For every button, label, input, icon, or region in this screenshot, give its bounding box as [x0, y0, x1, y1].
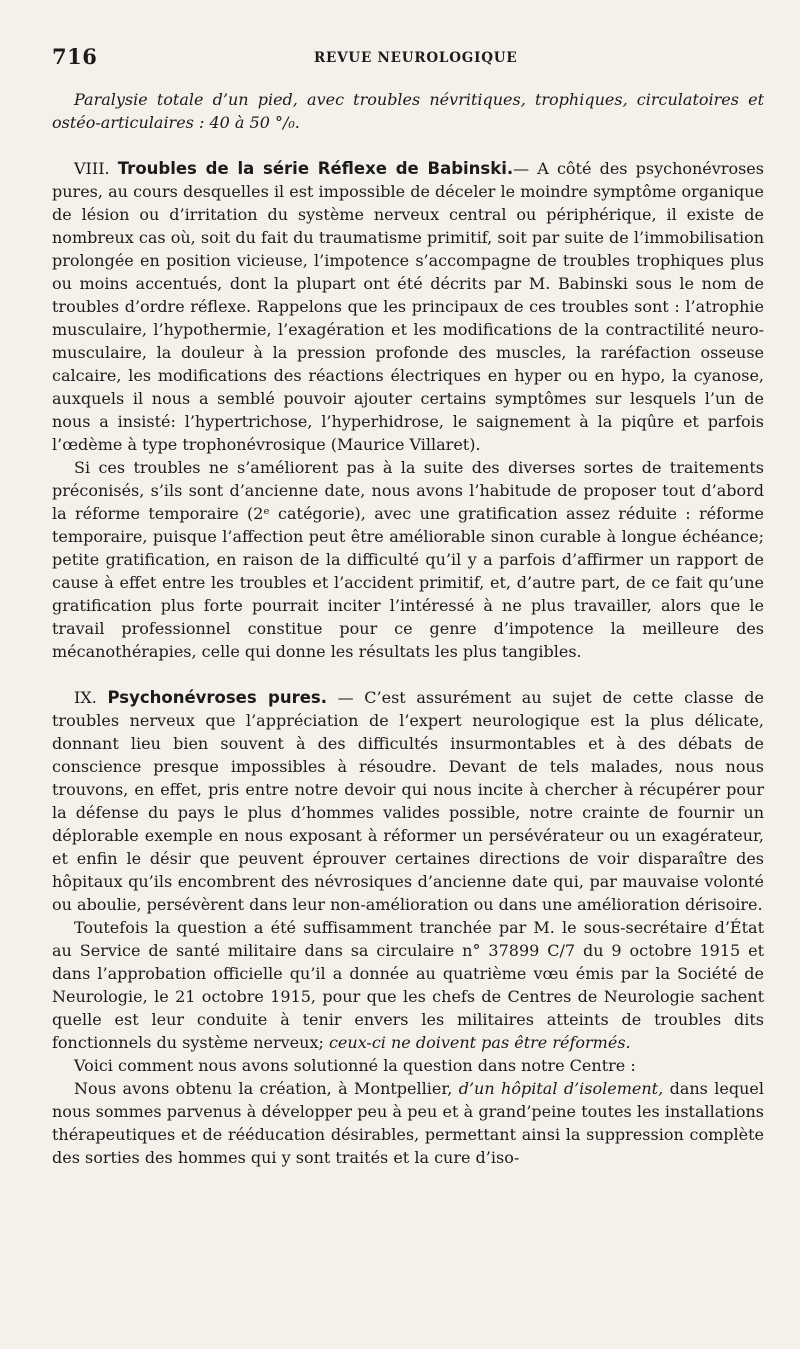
- circular-conclusion: ceux-ci ne doivent pas être réformés.: [328, 1033, 631, 1052]
- section-9-paragraph-3: Voici comment nous avons solutionné la question dans notre Centre :: [74, 1056, 636, 1075]
- circular-text: Toutefois la question a été suffisamment tranchée par M. le sous-secrétaire d’État au Service de santé militaire dans sa circulaire n° 37899 C/7 du 9 octobre 1915 et dans l’approbation officielle qu’il a donnée au quatrième vœu émis par la Société de Neurologie, le 21 octobre 1915, pour que les chefs de Centres de Neurologie sachent quelle est leur conduite à tenir envers les militaires atteints de troubles dits fonctionnels du système nerveux;: [52, 918, 764, 1052]
- section-9-paragraph: [52, 686, 764, 916]
- body-text: [52, 88, 764, 1169]
- section-9-paragraph-4: [52, 1077, 764, 1169]
- page-header: [52, 42, 764, 72]
- page-number: 716: [52, 44, 98, 69]
- section-8-title: Troubles de la série Réflexe de Babinski.: [117, 159, 514, 178]
- section-8-paragraph-2: Si ces troubles ne s’améliorent pas à la suite des diverses sortes de traitements préconisés, s’ils sont d’ancienne date, nous avons l’habitude de proposer tout d’abord la réforme temporaire (2ᵉ catégorie), avec une gratification assez réduite : réforme temporaire, puisque l’affection peut être améliorable sinon curable à longue échéance; petite gratification, en raison de la difficulté qu’il y a parfois d’affirmer un rapport de cause à effet entre les troubles et l’accident primitif, et, d’autre part, de ce fait qu’une gratification plus forte pourrait inciter l’intéressé à ne plus travailler, alors que le travail professionnel constitue pour ce genre d’impotence la meilleure des mécanothérapies, celle qui donne les résultats les plus tangibles.: [52, 458, 764, 661]
- hospital-text-b: dans lequel nous sommes parvenus à développer peu à peu et à grand’peine toutes les installations thérapeutiques et de rééducation désirables, permettant ainsi la suppression complète des sorties des hommes qui y sont traités et la cure d’iso-: [52, 1079, 765, 1167]
- section-9-paragraph-2: [52, 916, 764, 1054]
- section-8-paragraph: [52, 157, 764, 456]
- hospital-name: d’un hôpital d’isolement,: [458, 1079, 664, 1098]
- hospital-text-a: Nous avons obtenu la création, à Montpellier,: [74, 1079, 459, 1098]
- running-title: REVUE NEUROLOGIQUE: [314, 50, 518, 66]
- section-8-number: VIII.: [74, 159, 110, 178]
- section-9-number: IX.: [74, 688, 97, 707]
- section-9-text: — C’est assurément au sujet de cette classe de troubles nerveux que l’appréciation de l’expert neurologique est la plus délicate, donnant lieu bien souvent à des difficultés insurmontables et à des débats de conscience presque impossibles à résoudre. Devant de tels malades, nous nous trouvons, en effet, pris entre notre devoir qui nous incite à chercher à récupérer pour la défense du pays le plus d’hommes valides possible, notre crainte de fournir un déplorable exemple en nous exposant à réformer un persévérateur ou un exagérateur, et enfin le désir que peuvent éprouver certaines directions de voir disparaître des hôpitaux qu’ils encombrent des névrosiques d’ancienne date qui, par mauvaise volonté ou aboulie, persévèrent dans leur non-amélioration ou dans une amélioration dérisoire.: [52, 688, 764, 914]
- section-8-text: — A côté des psychonévroses pures, au cours desquelles il est impossible de déceler le moindre symptôme organique de lésion ou d’irritation du système nerveux central ou périphérique, il existe de nombreux cas où, soit du fait du traumatisme primitif, soit par suite de l’immobilisation prolongée en position vicieuse, l’impotence s’accompagne de troubles trophiques plus ou moins accentués, dont la plupart ont été décrits par M. Babinski sous le nom de troubles d’ordre réflexe. Rappelons que les principaux de ces troubles sont : l’atrophie musculaire, l’hypothermie, l’exagération et les modifications de la contractilité neuro-musculaire, la douleur à la pression profonde des muscles, la raréfaction osseuse calcaire, les modifications des réactions électriques en hyper ou en hypo, la cyanose, auxquels il nous a semblé pouvoir ajouter certains symptômes sur lesquels l’un de nous a insisté: l’hypertrichose, l’hyperhidrose, le saignement à la piqûre et parfois l’œdème à type trophonévrosique (Maurice Villaret).: [52, 159, 764, 454]
- intro-paragraph: Paralysie totale d’un pied, avec troubles névritiques, trophiques, circulatoires et ostéo-articulaires : 40 à 50 °/₀.: [52, 90, 764, 132]
- section-9-title: Psychonévroses pures.: [107, 688, 327, 707]
